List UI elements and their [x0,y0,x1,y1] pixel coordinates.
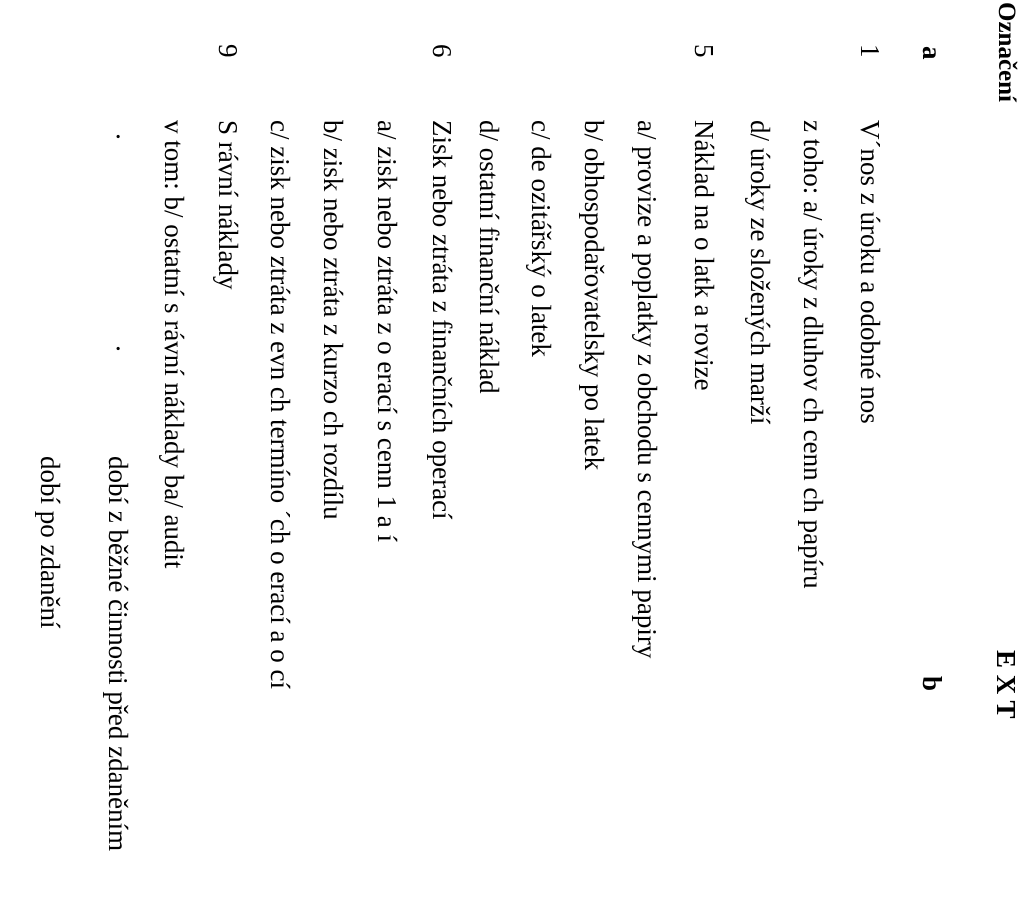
row-code-5: 5 [689,44,719,58]
row-text-debt-securities-interest: z toho: a/ úroky z dluhov ch cenn ch papíru [798,120,828,589]
row-text-securities-fees: a/ provize a poplatky z obchodu s cennymi papiry [632,120,662,659]
column-header-label: Označení [993,2,1020,102]
row-text-income-interest: V´nos z úroku a odobné nos [855,120,885,424]
row-text-fx-differences: b/ zisk nebo ztráta z kurzo ch rozdílu [318,120,348,520]
row-text-administrative-expenses: S rávní náklady [213,120,243,290]
row-text-management-fee: b/ obhospodařovatelsky po latek [579,120,609,471]
row-text-securities-operations: a/ zisk nebo ztráta z o erací s cenn 1 a í [372,120,402,543]
scan-dot-mark: · [103,344,133,353]
row-text-compound-margins: d/ úroky ze složených marží [745,120,775,425]
row-text-after-tax-result: dobí po zdanění [35,456,65,629]
text-heading: E X T [991,650,1021,719]
row-text-depository-fee: c/ de ozitářský o latek [526,120,556,357]
column-letter-a: a [917,46,947,60]
row-text-other-financial-expense: d/ ostatní finanční náklad [474,120,504,394]
row-text-pre-tax-result: dobí z běžné činnosti před zdaněním [103,456,133,852]
row-text-other-admin-audit: v tom: b/ ostatní s rávní náklady ba/ audit [159,120,189,569]
row-text-financial-operations-result: Zisk nebo ztráta z finančních operací [427,120,457,520]
column-letter-b: b [917,676,947,692]
row-text-fees-commissions-expense: Náklad na o latk a rovize [689,120,719,391]
scan-dot-mark: · [103,132,133,141]
row-code-1: 1 [855,44,885,58]
row-code-9: 9 [213,44,243,58]
row-text-fixed-term-operations: c/ zisk nebo ztráta z evn ch termíno ´ch o erací a o cí [265,120,295,689]
row-code-6: 6 [427,44,457,58]
